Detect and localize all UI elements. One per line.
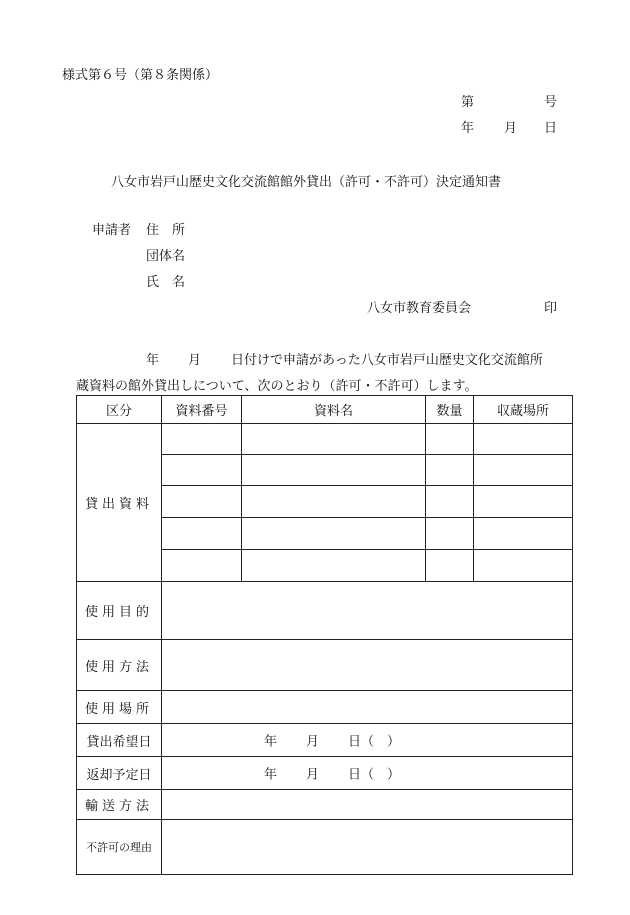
- return-date-month: 月: [306, 767, 320, 783]
- date-year: 年: [461, 121, 475, 136]
- return-date-year: 年: [264, 767, 278, 783]
- number-suffix: 号: [544, 95, 558, 110]
- seal-mark: 印: [544, 301, 558, 316]
- quantity-cell[interactable]: [426, 550, 474, 582]
- storage-cell[interactable]: [474, 424, 573, 455]
- quantity-cell[interactable]: [426, 455, 474, 486]
- issuer: 八女市教育委員会: [367, 301, 472, 316]
- address-label: 住 所: [146, 223, 186, 238]
- purpose-label: 使用目的: [77, 582, 162, 640]
- reason-label: 不許可の理由: [77, 820, 162, 875]
- body-line1: 日付けで申請があった八女市岩戸山歴史文化交流館所: [231, 353, 543, 368]
- place-field[interactable]: [162, 691, 573, 724]
- body-month: 月: [188, 353, 202, 368]
- item-number-cell[interactable]: [162, 518, 242, 550]
- purpose-field[interactable]: [162, 582, 573, 640]
- storage-cell[interactable]: [474, 550, 573, 582]
- loan-table: [76, 395, 573, 875]
- header-item-name: 資料名: [242, 396, 426, 424]
- transport-field[interactable]: [162, 790, 573, 820]
- return-date-field[interactable]: [162, 757, 573, 790]
- body-line2: 蔵資料の館外貸出しについて、次のとおり（許可・不許可）します。: [76, 379, 478, 394]
- item-number-cell[interactable]: [162, 455, 242, 486]
- date-month: 月: [504, 121, 518, 136]
- quantity-cell[interactable]: [426, 518, 474, 550]
- name-label: 氏 名: [146, 275, 186, 290]
- return-date-label: 返却予定日: [77, 757, 162, 790]
- item-number-cell[interactable]: [162, 550, 242, 582]
- quantity-cell[interactable]: [426, 424, 474, 455]
- loan-date-field[interactable]: [162, 724, 573, 757]
- item-name-cell[interactable]: [242, 486, 426, 518]
- header-category: 区分: [77, 396, 162, 424]
- header-quantity: 数量: [426, 396, 474, 424]
- item-number-cell[interactable]: [162, 424, 242, 455]
- place-label: 使用場所: [77, 691, 162, 724]
- item-number-cell[interactable]: [162, 486, 242, 518]
- number-prefix: 第: [461, 95, 475, 110]
- item-name-cell[interactable]: [242, 518, 426, 550]
- return-date-day: 日（ ）: [348, 767, 401, 783]
- header-item-number: 資料番号: [162, 396, 242, 424]
- transport-label: 輸送方法: [77, 790, 162, 820]
- storage-cell[interactable]: [474, 455, 573, 486]
- item-name-cell[interactable]: [242, 455, 426, 486]
- loan-date-label: 貸出希望日: [77, 724, 162, 757]
- form-style-label: 様式第６号（第８条関係）: [62, 68, 219, 83]
- loan-date-year: 年: [264, 734, 278, 750]
- storage-cell[interactable]: [474, 486, 573, 518]
- body-year: 年: [146, 353, 160, 368]
- loan-date-day: 日（ ）: [348, 734, 401, 750]
- document-title: 八女市岩戸山歴史文化交流館館外貸出（許可・不許可）決定通知書: [111, 175, 502, 190]
- date-day: 日: [544, 121, 558, 136]
- loan-items-label: 貸出資料: [77, 424, 162, 582]
- method-field[interactable]: [162, 640, 573, 691]
- method-label: 使用方法: [77, 640, 162, 691]
- header-storage: 収蔵場所: [474, 396, 573, 424]
- storage-cell[interactable]: [474, 518, 573, 550]
- reason-field[interactable]: [162, 820, 573, 875]
- applicant-label: 申請者: [92, 223, 132, 238]
- item-name-cell[interactable]: [242, 424, 426, 455]
- item-name-cell[interactable]: [242, 550, 426, 582]
- loan-date-month: 月: [306, 734, 320, 750]
- quantity-cell[interactable]: [426, 486, 474, 518]
- org-label: 団体名: [146, 249, 186, 264]
